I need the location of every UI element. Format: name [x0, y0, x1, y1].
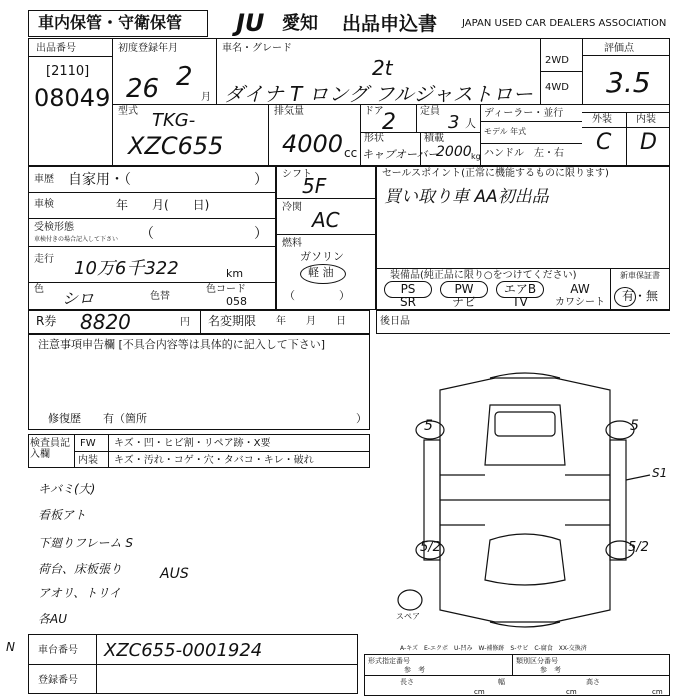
name-label: 車名・グレード [222, 43, 292, 54]
form-title: 出品申込書 [342, 13, 438, 35]
n-mark: N [6, 640, 15, 654]
fuel-gas: ガソリン [300, 250, 344, 263]
side-mark: S1 [652, 466, 668, 480]
grade: 2t [372, 56, 393, 80]
org-name: 愛知 [282, 13, 318, 34]
car-name: ダイナ T ロング フルジャストロー [224, 82, 533, 106]
model-year-label: モデル 年式 [484, 127, 527, 136]
color-label: 色 [34, 284, 44, 295]
truck-diagram [380, 350, 670, 650]
cert-width: 幅 [498, 678, 505, 686]
fw-label: FW [80, 438, 96, 449]
legend: A-キズ E-エクボ U-凹み W-補修跡 S-サビ C-腐食 XX-交換済 [400, 645, 587, 652]
shape-label: 形状 [364, 133, 384, 144]
inspector-note: 下廻りフレーム S [38, 536, 133, 550]
cm-one: cm [474, 688, 485, 696]
equip-item: カワシート [555, 297, 605, 308]
receipt-label: 受検形態 [34, 222, 74, 233]
spare-label: スペア [396, 612, 420, 621]
interior-label: 内装 [78, 455, 98, 466]
equip-circle [440, 281, 488, 298]
color-code: 058 [226, 295, 247, 308]
lot-code: [2110] [46, 64, 90, 79]
points-text: 買い取り車 AA初出品 [384, 187, 549, 207]
ref-two: 参 考 [540, 666, 561, 674]
caution-label: 注意事項申告欄 [不具合内容等は具体的に記入して下さい] [38, 338, 326, 351]
change-value: 年 月 日 [276, 316, 346, 327]
fuel-other: （ ） [284, 289, 350, 302]
shift-label: シフト [282, 169, 312, 180]
lot-label: 出品番号 [36, 43, 76, 54]
fuel-diesel: 軽 油 [308, 266, 334, 279]
points-label: セールスポイント(正常に機能するものに限ります) [382, 168, 609, 179]
equip-item: AW [570, 282, 590, 296]
category: 類別区分番号 [516, 657, 558, 665]
inspector-note: アオリ、トリイ [38, 586, 121, 600]
doors: 2 [382, 110, 396, 135]
r-label: R券 [36, 314, 57, 328]
capacity: 3 [448, 112, 460, 133]
load: 2000 [436, 144, 472, 160]
inspector-note: キバミ(大) [38, 482, 96, 496]
warranty-label: 新車保証書 [620, 271, 660, 280]
rear-window [485, 534, 565, 585]
custody-label: 車内保管・守衛保管 [38, 13, 183, 32]
inspection-value: 年 月( 日) [116, 198, 210, 212]
ref-one: 参 考 [404, 666, 425, 674]
receipt-value: （ [140, 226, 154, 242]
repair-label: 修復歴 有（箇所 [48, 412, 147, 425]
ac-label: 冷関 [282, 202, 302, 213]
receipt-note: 車検付きの場合記入して下さい [34, 236, 119, 243]
dealer-label: ディーラー・並行 [484, 108, 564, 119]
reg-label: 登録番号 [38, 675, 78, 686]
equip-item: エアB [503, 282, 537, 296]
drive-2wd: 2WD [545, 55, 569, 66]
rear-bumper [490, 622, 560, 627]
ac: AC [312, 208, 340, 232]
aus-mark: AUS [160, 566, 189, 582]
cert-length: 長さ [400, 678, 414, 686]
cm-two: cm [566, 688, 577, 696]
chassis: XZC655-0001924 [104, 640, 263, 661]
equip-circle [384, 281, 432, 298]
ext-grade: C [596, 130, 612, 155]
history-value: 自家用・（ [68, 172, 131, 188]
equip-label: 装備品(純正品に限り○をつけてください) [390, 270, 577, 281]
inspector-note: 荷台、床板張り [38, 562, 123, 576]
input-frame [376, 310, 670, 334]
first-reg-label: 初度登録年月 [118, 43, 178, 54]
rr-mark: 5/2 [628, 540, 649, 555]
mileage-label: 走行 [34, 254, 54, 265]
model-prefix: TKG- [152, 110, 196, 131]
equip-item: TV [512, 295, 528, 309]
capacity-label: 定員 [420, 106, 440, 117]
model-code: XZC655 [128, 132, 224, 160]
equip-item: ナビ [451, 295, 476, 309]
inspector-note: 看板アト [38, 508, 87, 522]
receipt-close: ） [254, 226, 268, 242]
fl-mark: 5 [424, 418, 433, 434]
cm-three: cm [652, 688, 663, 696]
score: 3.5 [606, 66, 651, 99]
load-unit: kg [471, 152, 481, 161]
displacement: 4000 [282, 130, 344, 158]
fw-items: キズ・凹・ヒビ割・リペア跡・X要 [114, 438, 271, 449]
windshield [495, 412, 555, 436]
history-label: 車歴 [34, 174, 54, 185]
spare-wheel [398, 590, 422, 610]
input-label: 後日品 [380, 316, 410, 327]
warranty-value: 有・無 [622, 289, 659, 303]
cert-height: 高さ [586, 678, 600, 686]
shape: キャブオーバー [362, 148, 439, 161]
repair-close: ） [356, 412, 367, 425]
shift: 5F [302, 174, 327, 198]
reg-year: 26 [126, 74, 160, 104]
color: シロ [62, 289, 95, 308]
color-change-label: 色替 [150, 291, 170, 302]
yen-unit: 円 [180, 317, 190, 328]
history-close: ） [254, 172, 268, 188]
km-unit: km [226, 267, 244, 280]
int-grade: D [640, 130, 657, 155]
equip-item: PW [454, 282, 474, 296]
doors-label: ドア [364, 106, 384, 117]
change-label: 名変期限 [208, 314, 257, 328]
org-english: JAPAN USED CAR DEALERS ASSOCIATION [462, 18, 667, 29]
month-unit: 月 [201, 92, 211, 103]
load-label: 積載 [424, 133, 444, 144]
fr-mark: 5 [630, 418, 639, 434]
fuel-label: 燃料 [282, 238, 302, 249]
equip-item: PS [400, 282, 416, 296]
score-label: 評価点 [604, 43, 634, 54]
color-code-label: 色コード [206, 284, 246, 295]
mileage: 10万6千322 [74, 258, 179, 279]
ju-logo: JU [236, 9, 265, 37]
equip-circle [496, 281, 544, 298]
shape-cert: 形式指定番号 [368, 657, 410, 665]
drive-4wd: 4WD [545, 82, 569, 93]
front-bumper [490, 373, 560, 378]
r-value: 8820 [80, 310, 131, 334]
handle-label: ハンドル 左・右 [484, 148, 564, 159]
inspector-label: 検査員記入欄 [30, 438, 70, 460]
rl-mark: 5/2 [420, 540, 441, 555]
equip-item: SR [400, 295, 416, 309]
inspector-note: 各AU [38, 612, 67, 626]
reg-month: 2 [176, 62, 193, 92]
inspection-label: 車検 [34, 199, 54, 210]
chassis-label: 車台番号 [38, 645, 78, 656]
ext-label: 外装 [592, 114, 612, 125]
interior-items: キズ・汚れ・コゲ・穴・タバコ・キレ・破れ [114, 455, 314, 466]
lot-number: 08049 [34, 84, 111, 112]
cc-unit: cc [344, 146, 358, 160]
capacity-unit: 人 [465, 117, 476, 130]
warranty-circle [614, 287, 636, 307]
model-label: 型式 [118, 106, 138, 117]
displacement-label: 排気量 [274, 106, 304, 117]
int-label: 内装 [636, 114, 656, 125]
